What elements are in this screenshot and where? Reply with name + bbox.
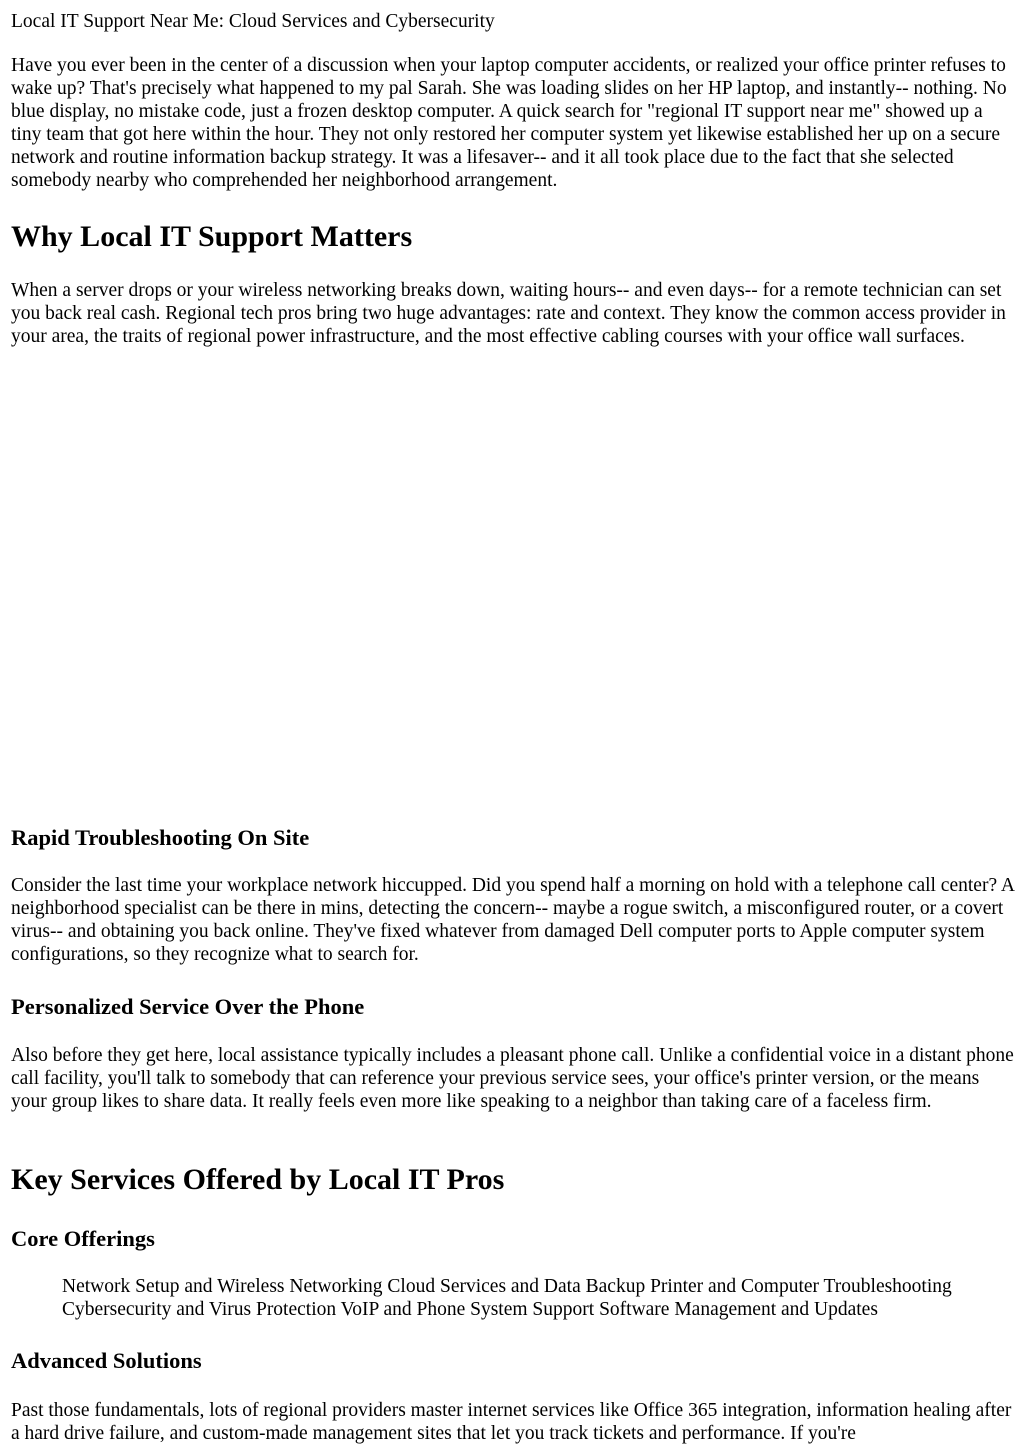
heading-why-local: Why Local IT Support Matters [11, 220, 413, 253]
paragraph-personalized-service: Also before they get here, local assistance typically includes a pleasant phone call. Unlike a confidential voice in a distant phone call facility, you'll talk to somebody that can reference your previous service sees, your office's printer version, or the means your group likes to share data. It really feels even more like speaking to a neighbor than taking care of a faceless firm. [11, 1045, 1014, 1112]
page-title: Local IT Support Near Me: Cloud Services and Cybersecurity [11, 11, 495, 32]
heading-key-services: Key Services Offered by Local IT Pros [11, 1163, 505, 1196]
offering-item: VoIP and Phone System Support [340, 1299, 595, 1320]
offering-item: Software Management and Updates [599, 1299, 878, 1320]
paragraph-advanced-solutions: Past those fundamentals, lots of regional providers master internet services like Office 365 integration, information healing after a hard drive failure, and custom-made management sites that let you track tickets and performance. If you're [11, 1400, 1012, 1444]
offering-item: Cybersecurity and Virus Protection [62, 1299, 337, 1320]
paragraph-rapid-troubleshooting: Consider the last time your workplace network hiccupped. Did you spend half a morning on hold with a telephone call center? A neighborhood specialist can be there in mins, detecting the concern-- maybe a rogue switch, a misconfigured router, or a covert virus-- and obtaining you back online. They've fixed whatever from damaged Dell computer ports to Apple computer system configurations, so they recognize what to search for. [11, 875, 1014, 965]
offering-item: Network Setup and Wireless Networking [62, 1276, 383, 1297]
heading-core-offerings: Core Offerings [11, 1226, 155, 1251]
offering-item: Cloud Services and Data Backup [387, 1276, 646, 1297]
intro-paragraph: Have you ever been in the center of a discussion when your laptop computer accidents, or realized your office printer refuses to wake up? That's precisely what happened to my pal Sarah. She was loading slides on her HP laptop, and instantly-- nothing. No blue display, no mistake code, just a frozen desktop computer. A quick search for "regional IT support near me" showed up a tiny team that got here within the hour. They not only restored her computer system yet likewise established her up on a secure network and routine information backup strategy. It was a lifesaver-- and it all took place due to the fact that she selected somebody nearby who comprehended her neighborhood arrangement. [11, 55, 1007, 191]
paragraph-why-local: When a server drops or your wireless networking breaks down, waiting hours-- and even days-- for a remote technician can set you back real cash. Regional tech pros bring two huge advantages: rate and context. They know the common access provider in your area, the traits of regional power infrastructure, and the most effective cabling courses with your office wall surfaces. [11, 280, 1006, 347]
heading-personalized-service: Personalized Service Over the Phone [11, 994, 365, 1019]
blank-media-area [11, 384, 1015, 809]
offering-item: Printer and Computer Troubleshooting [650, 1276, 952, 1297]
heading-advanced-solutions: Advanced Solutions [11, 1348, 202, 1373]
core-offerings-list [62, 1275, 1015, 1321]
heading-rapid-troubleshooting: Rapid Troubleshooting On Site [11, 825, 310, 850]
